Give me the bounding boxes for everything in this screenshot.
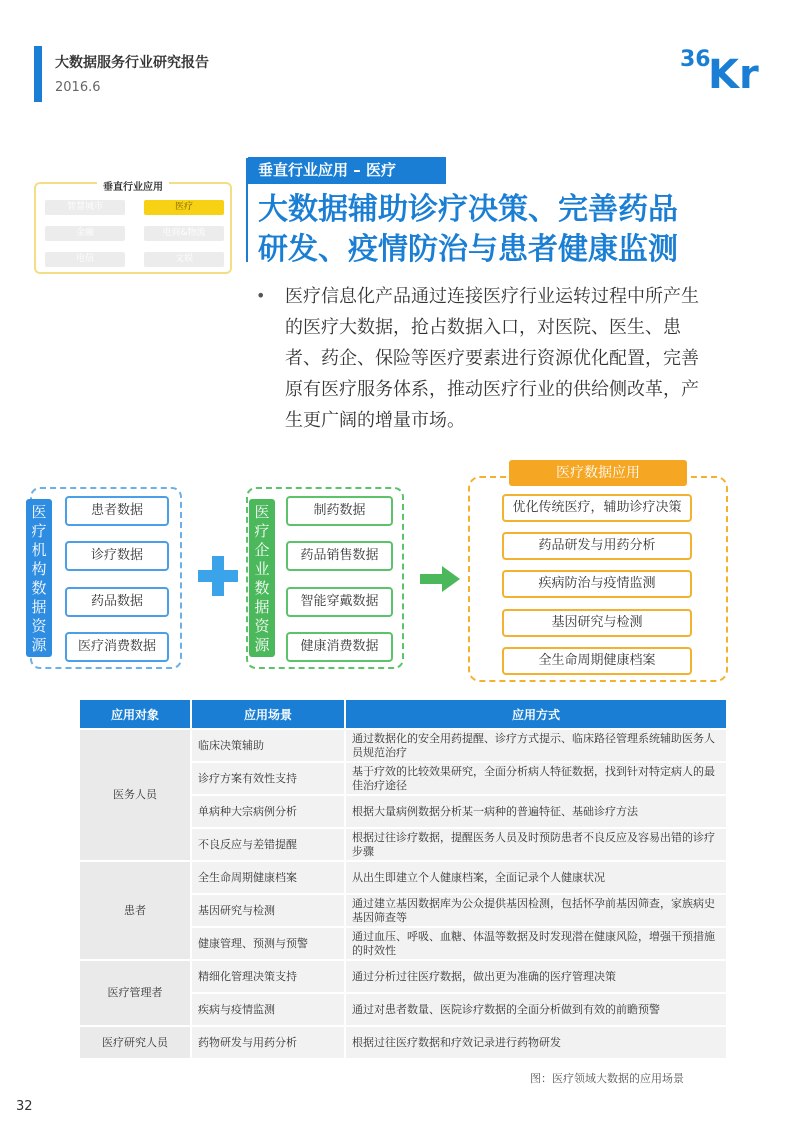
report-date: 2016.6 [55,80,101,95]
method-cell: 根据过往诊疗数据，提醒医务人员及时预防患者不良反应及容易出错的诊疗步骤 [344,827,726,860]
scene-cell: 全生命周期健康档案 [190,860,344,893]
label-char: 业 [254,560,270,578]
vertical-industry-card [34,182,232,274]
label-char: 企 [254,541,270,559]
method-cell: 通过数据化的安全用药提醒、诊疗方式提示、临床路径管理系统辅助医务人员规范治疗 [344,728,726,761]
pharma-data-box: 制药数据 [286,496,393,526]
medical-enterprise-data-label [249,499,275,657]
scene-cell: 不良反应与差错提醒 [190,827,344,860]
label-char: 疗 [31,522,47,540]
medical-institution-data-label [26,499,52,657]
diagnosis-data-box: 诊疗数据 [65,541,169,571]
app-item-epidemic-monitoring: 疾病防治与疫情监测 [502,570,692,598]
headline-line-2: 研发、疫情防治与患者健康监测 [258,232,678,267]
method-cell: 根据过往医疗数据和疗效记录进行药物研发 [344,1025,726,1058]
label-char: 数 [31,579,47,597]
label-char: 据 [254,598,270,616]
bullet-paragraph [285,281,725,436]
method-cell: 基于疗效的比较效果研究，全面分析病人特征数据，找到针对特定病人的最佳治疗途径 [344,761,726,794]
label-char: 数 [254,579,270,597]
page-number: 32 [16,1099,33,1114]
scene-cell: 诊疗方案有效性支持 [190,761,344,794]
object-cell: 医疗研究人员 [80,1025,190,1058]
header-application-method: 应用方式 [344,700,726,728]
scene-cell: 基因研究与检测 [190,893,344,926]
bullet-line-4: 原有医疗服务体系，推动医疗行业的供给侧改革，产 [285,379,699,400]
method-cell: 通过血压、呼吸、血糖、体温等数据及时发现潜在健康风险，增强干预措施的时效性 [344,926,726,959]
method-cell: 从出生即建立个人健康档案，全面记录个人健康状况 [344,860,726,893]
patient-data-box: 患者数据 [65,496,169,526]
right-arrow-icon [420,566,460,592]
bullet-line-1: 医疗信息化产品通过连接医疗行业运转过程中所产生 [285,286,699,307]
chip-finance: 金融 [45,226,125,241]
app-item-gene-research: 基因研究与检测 [502,609,692,637]
medical-big-data-application-table [80,700,726,1058]
chip-entertainment: 文娱 [144,252,224,267]
object-cell: 医疗管理者 [80,959,190,1025]
chip-smart-city: 智慧城市 [45,200,125,215]
app-item-drug-rd: 药品研发与用药分析 [502,532,692,560]
table-row [80,860,726,893]
chip-telecom: 电信 [45,252,125,267]
label-char: 资 [254,617,270,635]
svg-text:36: 36 [680,47,711,72]
label-char: 机 [31,541,47,559]
method-cell: 根据大量病例数据分析某一病种的普遍特征、基础诊疗方法 [344,794,726,827]
label-char: 据 [31,598,47,616]
bullet-line-2: 的医疗大数据，抢占数据入口，对医院、医生、患 [285,317,681,338]
health-consumption-data-box: 健康消费数据 [286,632,393,662]
chip-medical: 医疗 [144,200,224,215]
label-char: 构 [31,560,47,578]
method-cell: 通过建立基因数据库为公众提供基因检测，包括怀孕前基因筛查，家族病史基因筛查等 [344,893,726,926]
svg-text:Kr: Kr [708,52,759,92]
scene-cell: 药物研发与用药分析 [190,1025,344,1058]
label-char: 源 [31,636,47,654]
app-item-lifecycle-health-record: 全生命周期健康档案 [502,647,692,675]
table-row [80,728,726,761]
headline [258,190,758,270]
table-header-row [80,700,726,728]
medical-data-application-title: 医疗数据应用 [509,460,687,486]
report-title: 大数据服务行业研究报告 [55,55,209,71]
scene-cell: 精细化管理决策支持 [190,959,344,992]
scene-cell: 疾病与疫情监测 [190,992,344,1025]
scene-cell: 健康管理、预测与预警 [190,926,344,959]
chip-ecommerce-logistics: 电商&物流 [144,226,224,241]
section-tag: 垂直行业应用 – 医疗 [248,157,446,183]
label-char: 医 [254,503,270,521]
drug-sales-data-box: 药品销售数据 [286,541,393,571]
wearable-data-box: 智能穿戴数据 [286,587,393,617]
medical-consumption-data-box: 医疗消费数据 [65,632,169,662]
table-row [80,959,726,992]
label-char: 源 [254,636,270,654]
app-item-decision-support: 优化传统医疗，辅助诊疗决策 [502,494,692,522]
bullet-line-5: 生更广阔的增量市场。 [285,410,465,431]
header-accent-bar [34,46,42,102]
header-application-scene: 应用场景 [190,700,344,728]
table-row [80,1025,726,1058]
label-char: 疗 [254,522,270,540]
vertical-industry-card-title: 垂直行业应用 [97,182,169,193]
method-cell: 通过分析过往医疗数据，做出更为准确的医疗管理决策 [344,959,726,992]
header-application-object: 应用对象 [80,700,190,728]
bullet-line-3: 者、药企、保险等医疗要素进行资源优化配置，完善 [285,348,699,369]
figure-caption: 图：医疗领域大数据的应用场景 [530,1072,684,1085]
section-tag-underline [248,183,446,184]
headline-line-1: 大数据辅助诊疗决策、完善药品 [258,192,678,227]
label-char: 资 [31,617,47,635]
36kr-logo-icon [678,40,768,92]
label-char: 医 [31,503,47,521]
method-cell: 通过对患者数量、医院诊疗数据的全面分析做到有效的前瞻预警 [344,992,726,1025]
drug-data-box: 药品数据 [65,587,169,617]
object-cell: 医务人员 [80,728,190,860]
plus-icon-vertical [212,556,224,596]
scene-cell: 临床决策辅助 [190,728,344,761]
bullet-dot: • [256,286,266,305]
object-cell: 患者 [80,860,190,959]
scene-cell: 单病种大宗病例分析 [190,794,344,827]
